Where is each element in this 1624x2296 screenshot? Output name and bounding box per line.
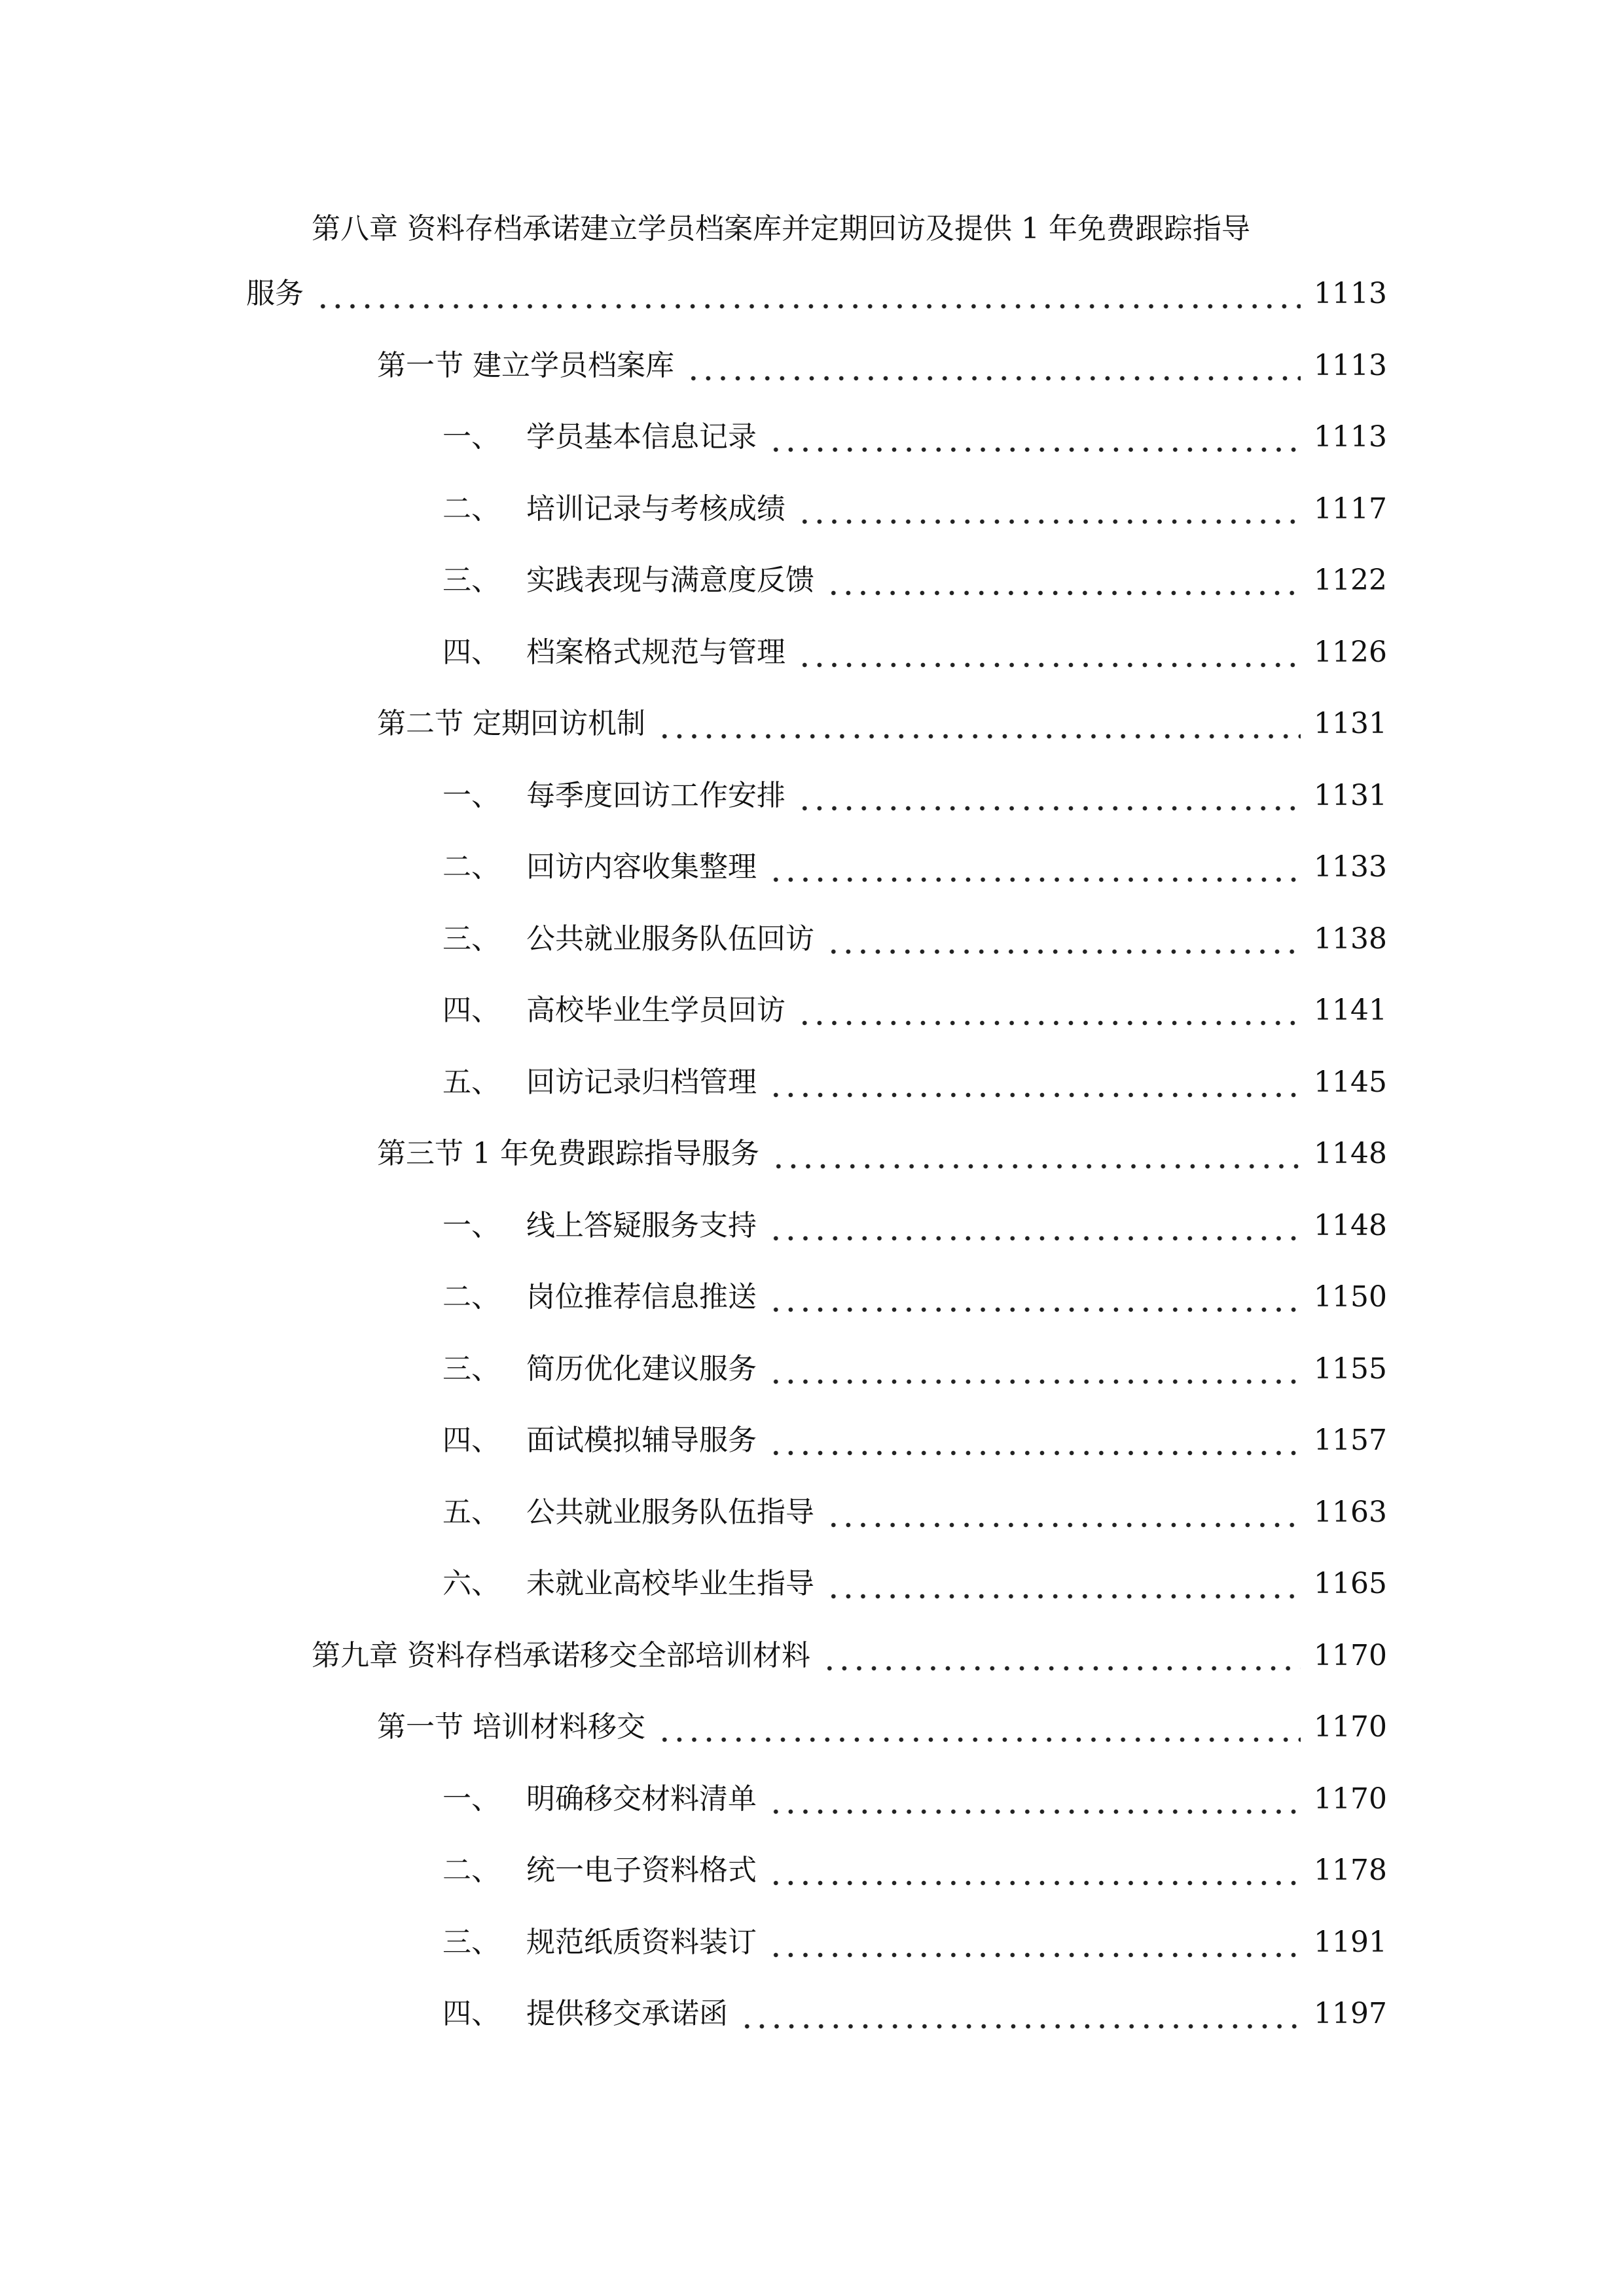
item-title: 简历优化建议服务 <box>526 1352 757 1386</box>
item-title: 高校毕业生学员回访 <box>526 994 785 1027</box>
toc-entry-9-1-2[interactable] <box>0 1844 1624 1897</box>
page-number: 1131 <box>1314 779 1387 812</box>
dot-leader <box>740 1988 1301 2040</box>
page-number: 1148 <box>1314 1137 1387 1170</box>
dot-leader <box>768 1773 1301 1825</box>
page-number: 1163 <box>1314 1496 1387 1529</box>
toc-entry-9-1-1[interactable] <box>0 1773 1624 1825</box>
page-number: 1122 <box>1314 564 1387 597</box>
item-title: 学员基本信息记录 <box>526 420 757 454</box>
dot-leader <box>657 698 1301 750</box>
page-number: 1170 <box>1314 1639 1387 1672</box>
dot-leader <box>657 1701 1301 1753</box>
item-number: 三、 <box>442 1352 500 1386</box>
toc-entry-9-1-3[interactable] <box>0 1916 1624 1969</box>
dot-leader <box>768 1200 1301 1252</box>
toc-entry-8-2-2[interactable] <box>0 841 1624 893</box>
page-number: 1133 <box>1314 850 1387 884</box>
toc-entry-chapter-8-line-1[interactable] <box>0 203 1624 255</box>
chapter-8-title: 第八章 资料存档承诺建立学员档案库并定期回访及提供 1 年免费跟踪指导 <box>312 212 1250 245</box>
dot-leader <box>768 1916 1301 1969</box>
page-number: 1113 <box>1314 349 1387 382</box>
item-title: 回访记录归档管理 <box>526 1066 757 1099</box>
dot-leader <box>826 554 1301 607</box>
section-title: 第二节 定期回访机制 <box>377 707 645 740</box>
toc-entry-8-3-2[interactable] <box>0 1271 1624 1323</box>
chapter-9-title: 第九章 资料存档承诺移交全部培训材料 <box>312 1639 810 1672</box>
dot-leader <box>768 841 1301 893</box>
page-number: 1145 <box>1314 1066 1387 1099</box>
item-title: 公共就业服务队伍指导 <box>526 1496 814 1529</box>
toc-entry-section-8-3[interactable] <box>0 1128 1624 1180</box>
item-number: 三、 <box>442 1926 500 1959</box>
item-number: 二、 <box>442 1854 500 1887</box>
toc-entry-section-9-1[interactable] <box>0 1701 1624 1753</box>
toc-entry-9-1-4[interactable] <box>0 1988 1624 2040</box>
toc-entry-8-1-4[interactable] <box>0 626 1624 679</box>
page-number: 1126 <box>1314 636 1387 669</box>
toc-entry-8-2-5[interactable] <box>0 1056 1624 1109</box>
item-number: 四、 <box>442 994 500 1027</box>
item-title: 实践表现与满意度反馈 <box>526 564 814 597</box>
page-number: 1138 <box>1314 922 1387 956</box>
dot-leader <box>771 1128 1301 1180</box>
item-number: 一、 <box>442 1782 500 1816</box>
item-number: 二、 <box>442 850 500 884</box>
dot-leader <box>316 268 1301 320</box>
toc-entry-8-1-2[interactable] <box>0 483 1624 535</box>
dot-leader <box>826 913 1301 965</box>
page-number: 1141 <box>1314 994 1387 1027</box>
toc-entry-chapter-8-line-2[interactable] <box>0 268 1624 320</box>
item-title: 规范纸质资料装订 <box>526 1926 757 1959</box>
page-number: 1178 <box>1314 1854 1387 1887</box>
page-number: 1170 <box>1314 1710 1387 1744</box>
item-title: 档案格式规范与管理 <box>526 636 785 669</box>
item-number: 四、 <box>442 636 500 669</box>
item-title: 培训记录与考核成绩 <box>526 492 785 526</box>
item-title: 统一电子资料格式 <box>526 1854 757 1887</box>
section-title: 第一节 建立学员档案库 <box>377 349 674 382</box>
item-number: 一、 <box>442 779 500 812</box>
item-number: 四、 <box>442 1997 500 2030</box>
toc-entry-8-3-4[interactable] <box>0 1414 1624 1467</box>
item-title: 回访内容收集整理 <box>526 850 757 884</box>
toc-entry-8-1-3[interactable] <box>0 554 1624 607</box>
toc-entry-8-3-5[interactable] <box>0 1486 1624 1539</box>
item-number: 四、 <box>442 1424 500 1457</box>
item-title: 未就业高校毕业生指导 <box>526 1567 814 1600</box>
item-number: 五、 <box>442 1496 500 1529</box>
dot-leader <box>768 1056 1301 1109</box>
item-title: 每季度回访工作安排 <box>526 779 785 812</box>
item-number: 六、 <box>442 1567 500 1600</box>
page-number: 1157 <box>1314 1424 1387 1457</box>
page-number: 1113 <box>1314 420 1387 454</box>
dot-leader <box>822 1630 1301 1682</box>
item-number: 三、 <box>442 564 500 597</box>
toc-entry-8-3-1[interactable] <box>0 1200 1624 1252</box>
item-number: 一、 <box>442 1209 500 1242</box>
toc-entry-section-8-1[interactable] <box>0 340 1624 392</box>
item-title: 明确移交材料清单 <box>526 1782 757 1816</box>
item-title: 面试模拟辅导服务 <box>526 1424 757 1457</box>
page-number: 1150 <box>1314 1280 1387 1314</box>
toc-entry-8-3-6[interactable] <box>0 1558 1624 1610</box>
item-title: 提供移交承诺函 <box>526 1997 728 2030</box>
dot-leader <box>797 483 1301 535</box>
page-number: 1155 <box>1314 1352 1387 1386</box>
item-title: 岗位推荐信息推送 <box>526 1280 757 1314</box>
dot-leader <box>768 1844 1301 1897</box>
page-number: 1165 <box>1314 1567 1387 1600</box>
toc-entry-chapter-9[interactable] <box>0 1630 1624 1682</box>
toc-entry-8-2-1[interactable] <box>0 770 1624 822</box>
page-number: 1191 <box>1314 1926 1387 1959</box>
item-number: 三、 <box>442 922 500 956</box>
page-number: 1117 <box>1314 492 1387 526</box>
page-number: 1170 <box>1314 1782 1387 1816</box>
item-number: 五、 <box>442 1066 500 1099</box>
section-title: 第三节 1 年免费跟踪指导服务 <box>377 1137 759 1170</box>
item-number: 二、 <box>442 492 500 526</box>
section-title: 第一节 培训材料移交 <box>377 1710 645 1744</box>
dot-leader <box>768 1271 1301 1323</box>
item-title: 线上答疑服务支持 <box>526 1209 757 1242</box>
dot-leader <box>826 1558 1301 1610</box>
dot-leader <box>768 1414 1301 1467</box>
toc-entry-8-2-3[interactable] <box>0 913 1624 965</box>
chapter-8-title-continued: 服务 <box>246 277 304 310</box>
page-number: 1197 <box>1314 1997 1387 2030</box>
page-number: 1131 <box>1314 707 1387 740</box>
item-number: 二、 <box>442 1280 500 1314</box>
item-number: 一、 <box>442 420 500 454</box>
toc-entry-8-2-4[interactable] <box>0 984 1624 1037</box>
page-number: 1113 <box>1314 277 1387 310</box>
dot-leader <box>797 626 1301 679</box>
toc-entry-section-8-2[interactable] <box>0 698 1624 750</box>
toc-entry-8-3-3[interactable] <box>0 1343 1624 1395</box>
dot-leader <box>768 1343 1301 1395</box>
toc-entry-8-1-1[interactable] <box>0 411 1624 463</box>
dot-leader <box>797 770 1301 822</box>
dot-leader <box>826 1486 1301 1539</box>
dot-leader <box>797 984 1301 1037</box>
item-title: 公共就业服务队伍回访 <box>526 922 814 956</box>
dot-leader <box>768 411 1301 463</box>
page-number: 1148 <box>1314 1209 1387 1242</box>
dot-leader <box>686 340 1301 392</box>
